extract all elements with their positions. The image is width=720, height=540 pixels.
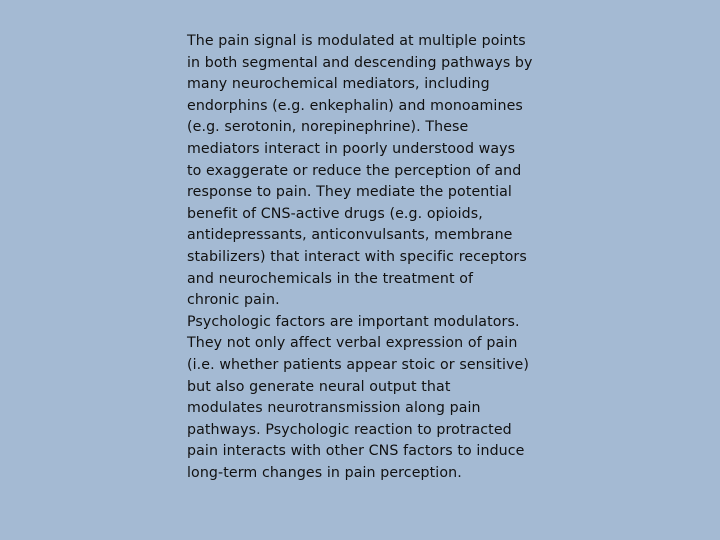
text-line: in both segmental and descending pathways by (187, 54, 533, 71)
text-line: chronic pain. (187, 292, 280, 309)
text-line: stabilizers) that interact with specific receptors (187, 248, 527, 265)
text-line: They not only affect verbal expression of pain (187, 335, 518, 352)
text-line: endorphins (e.g. enkephalin) and monoamines (187, 97, 523, 114)
text-line: benefit of CNS-active drugs (e.g. opioids, (187, 205, 483, 222)
text-line: The pain signal is modulated at multiple points (187, 33, 526, 49)
text-line: Psychologic factors are important modulators. (187, 313, 520, 330)
text-line: but also generate neural output that (187, 378, 451, 395)
text-line: many neurochemical mediators, including (187, 76, 490, 93)
text-line: (e.g. serotonin, norepinephrine). These (187, 119, 469, 136)
body-text (187, 31, 547, 484)
text-line: mediators interact in poorly understood ways (187, 140, 516, 157)
text-line: (i.e. whether patients appear stoic or sensitive) (187, 356, 529, 373)
text-line: long-term changes in pain perception. (187, 464, 462, 481)
text-line: response to pain. They mediate the potential (187, 184, 512, 201)
text-line: antidepressants, anticonvulsants, membrane (187, 227, 513, 244)
paragraph-pain-signal-modulation (187, 31, 547, 312)
text-line: pain interacts with other CNS factors to induce (187, 443, 525, 460)
text-line: and neurochemicals in the treatment of (187, 270, 474, 287)
text-line: pathways. Psychologic reaction to protracted (187, 421, 512, 438)
paragraph-psychologic-factors (187, 312, 547, 485)
text-line: modulates neurotransmission along pain (187, 400, 481, 417)
text-line: to exaggerate or reduce the perception of and (187, 162, 522, 179)
